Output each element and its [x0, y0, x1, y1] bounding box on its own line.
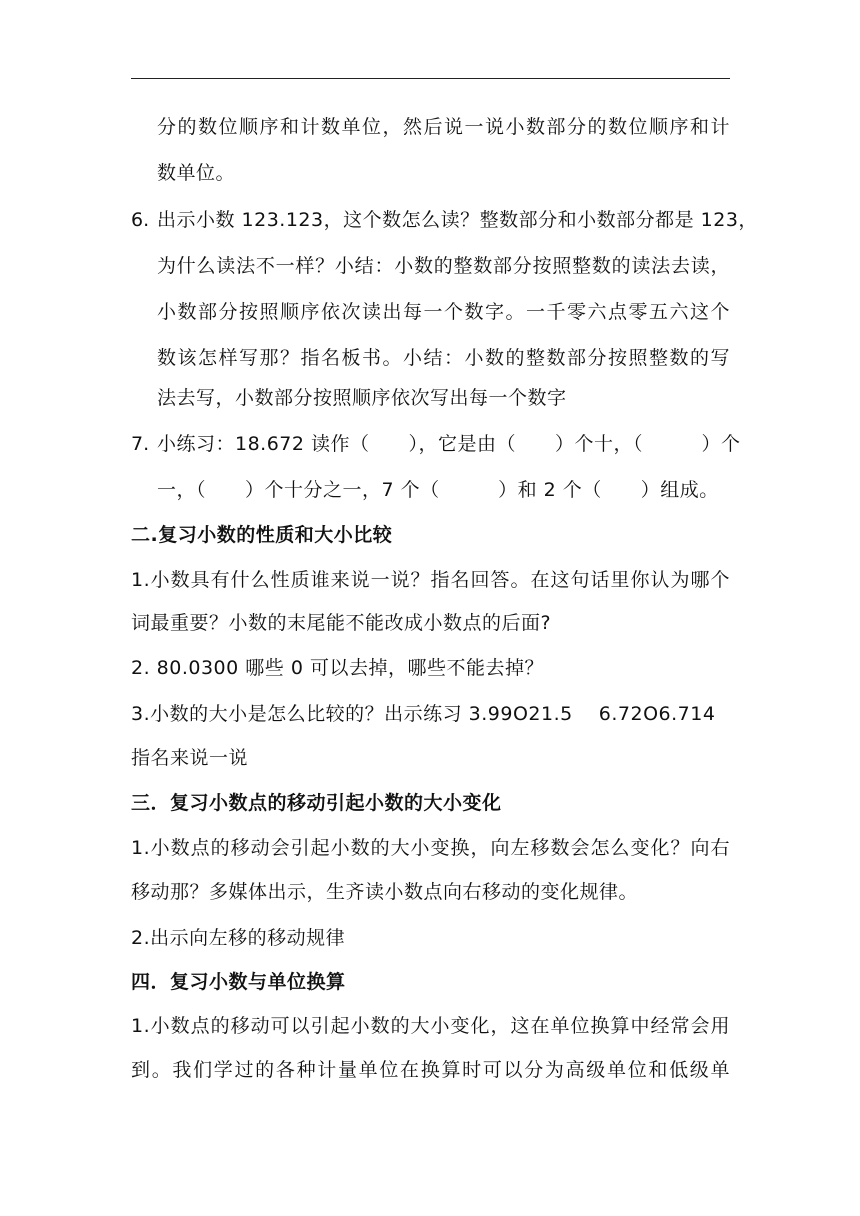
text-line-2: 数单位。 — [157, 162, 236, 184]
text-line-18: 移动那？多媒体出示，生齐读小数点向右移动的变化规律。 — [131, 881, 639, 903]
section-heading-3: 三．复习小数点的移动引起小数的大小变化 — [131, 792, 502, 814]
text-line-8: 小练习：18.672 读作（ ），它是由（ ）个十，（ ）个 — [157, 433, 741, 455]
item-number-7: 7. — [131, 433, 150, 455]
item-number-6: 6. — [131, 209, 150, 231]
text-line-17: 1.小数点的移动会引起小数的大小变换，向左移数会怎么变化？向右 — [131, 837, 730, 859]
text-line-15: 指名来说一说 — [131, 747, 249, 769]
section-heading-2: 二.复习小数的性质和大小比较 — [131, 524, 393, 546]
text-line-3: 出示小数 123.123，这个数怎么读？整数部分和小数部分都是 123， — [157, 209, 758, 231]
text-line-14: 3.小数的大小是怎么比较的？出示练习 3.99O21.5 6.72O6.714 — [131, 703, 716, 725]
text-line-22: 到。我们学过的各种计量单位在换算时可以分为高级单位和低级单 — [131, 1059, 730, 1081]
text-line-13: 2. 80.0300 哪些 0 可以去掉，哪些不能去掉？ — [131, 657, 544, 679]
text-line-21: 1.小数点的移动可以引起小数的大小变化，这在单位换算中经常会用 — [131, 1015, 730, 1037]
text-line-6: 数该怎样写那？指名板书。小结：小数的整数部分按照整数的写 — [157, 347, 730, 369]
text-line-4: 为什么读法不一样？小结：小数的整数部分按照整数的读法去读， — [157, 255, 730, 277]
text-line-5: 小数部分按照顺序依次读出每一个数字。一千零六点零五六这个 — [157, 301, 730, 323]
section-heading-4: 四．复习小数与单位换算 — [131, 971, 346, 993]
text-line-11: 1.小数具有什么性质谁来说一说？指名回答。在这句话里你认为哪个 — [131, 569, 730, 591]
text-line-19: 2.出示向左移的移动规律 — [131, 927, 346, 949]
header-rule — [131, 78, 730, 79]
text-line-1: 分的数位顺序和计数单位，然后说一说小数部分的数位顺序和计 — [157, 116, 730, 138]
text-line-7: 法去写，小数部分按照顺序依次写出每一个数字 — [157, 387, 567, 409]
text-line-12: 词最重要？小数的末尾能不能改成小数点的后面? — [131, 612, 552, 634]
text-line-9: 一，（ ）个十分之一，7 个（ ）和 2 个（ ）组成。 — [157, 479, 719, 501]
